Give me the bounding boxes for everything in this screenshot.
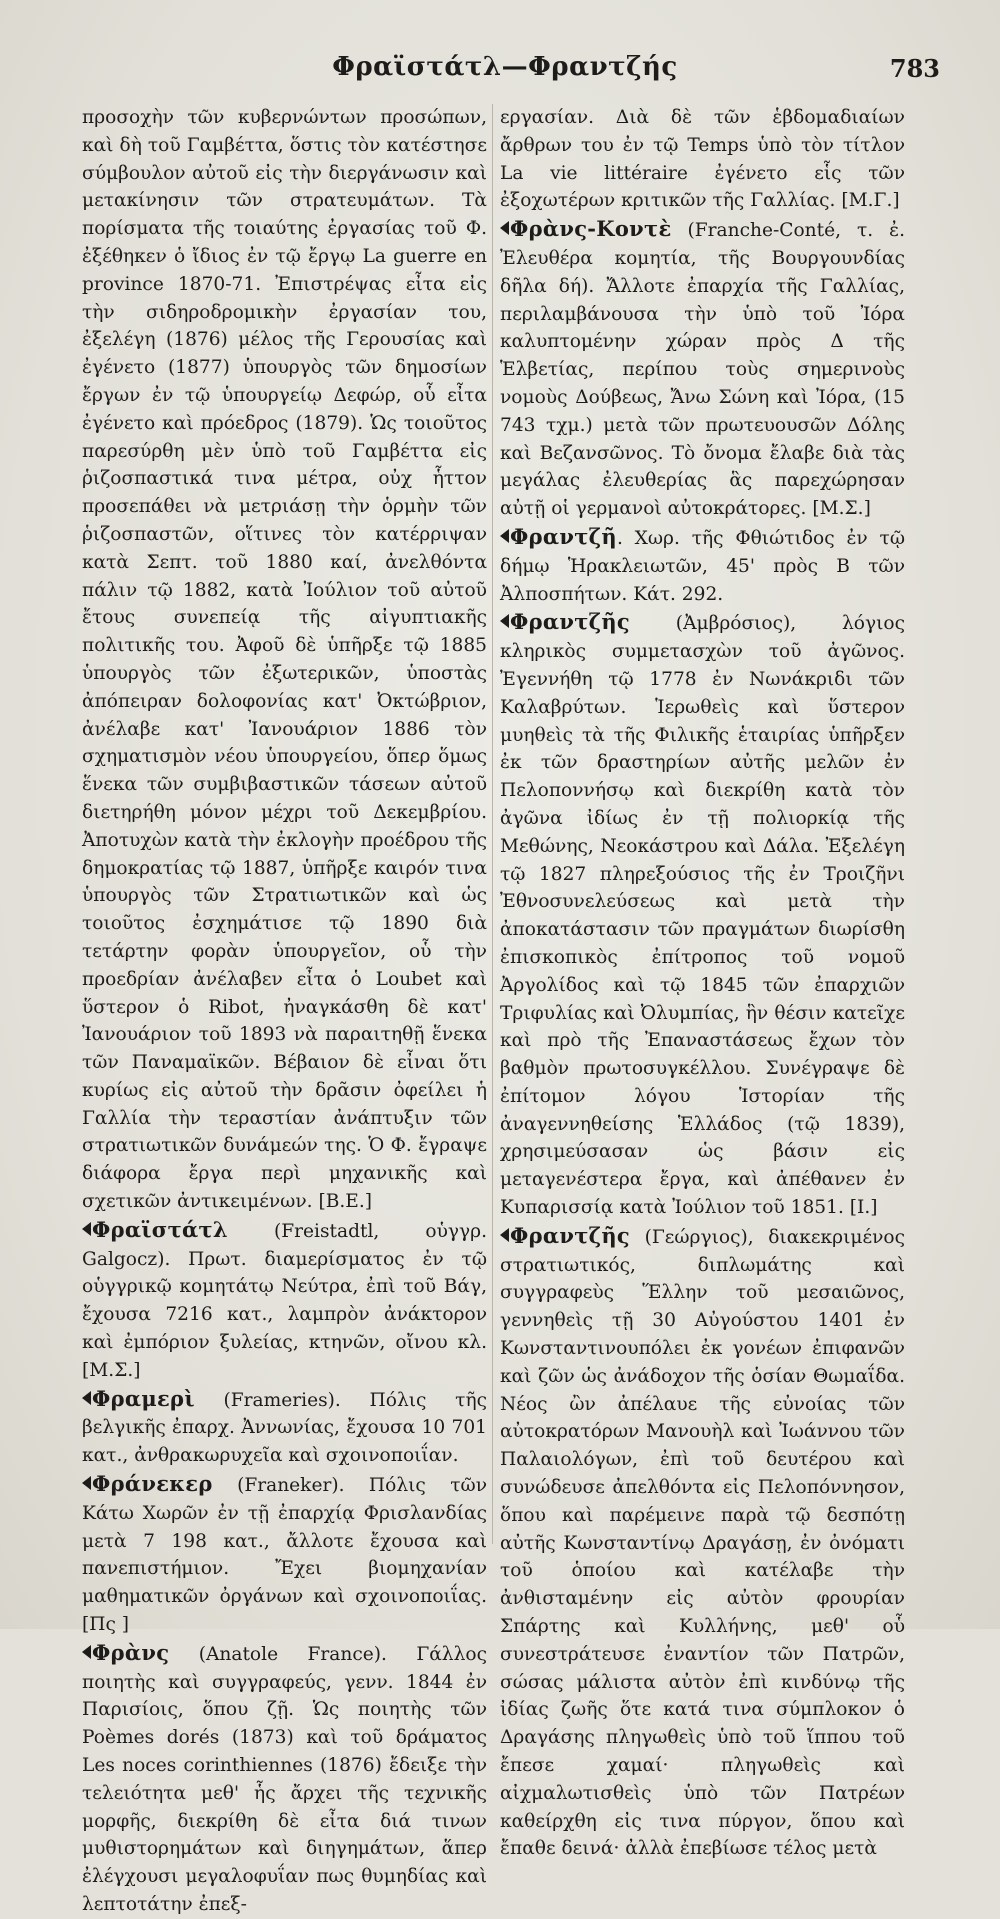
entry-headword: Φραντζῆς	[510, 609, 631, 635]
entry-frantzi-village	[500, 523, 905, 608]
entry-marker-icon	[500, 529, 509, 543]
entry-frantzis-georgios	[500, 1222, 905, 1863]
entry-frantzis-amvrosios	[500, 608, 905, 1222]
entry-headword: Φραϊστάτλ	[92, 1216, 228, 1242]
entry-france-continued	[500, 104, 905, 215]
entry-freistadtl	[82, 1216, 487, 1385]
entry-marker-icon	[500, 221, 509, 235]
entry-text: . Χωρ. τῆς Φθιώτιδος ἐν τῷ δήμῳ Ἡρακλειωτῶν, 45' πρὸς Β τῶν Ἀλποσπήτων. Κάτ. 292.	[500, 527, 905, 605]
left-column	[82, 104, 487, 1919]
entry-headword: Φραντζῆ	[510, 523, 617, 549]
column-divider	[492, 104, 493, 1544]
right-column	[500, 104, 905, 1863]
entry-franeker	[82, 1470, 487, 1639]
entry-frameries	[82, 1385, 487, 1470]
entry-text: (Ἀμβρόσιος), λόγιος κληρικὸς συμμετασχὼν τοῦ ἀγῶνος. Ἐγεννήθη τῷ 1778 ἐν Νωνάκριδι τῶν Καλαβρύτων. Ἱερωθεὶς καὶ ὕστερον μυηθεὶς τὰ τῆς Φιλικῆς ἑταιρίας ὑπῆρξεν ἐκ τῶν δραστηρίων αὐτῆς μελῶν ἐν Πελοποννήσῳ καὶ διεκρίθη κατὰ τὸν ἀγῶνα ἰδίως ἐν τῇ πολιορκίᾳ τῆς Μεθώνης, Νεοκάστρου καὶ Δάλα. Ἐξελέγη τῷ 1827 πληρεξούσιος τῆς ἐν Τροιζῆνι Ἐθνοσυνελεύσεως καὶ μετὰ τὴν ἀποκατάστασιν τῶν πραγμάτων διωρίσθη ἐπισκοπικὸς ἐπίτροπος τοῦ νομοῦ Ἀργολίδος καὶ τῷ 1845 τῶν ἐπαρχιῶν Τριφυλίας καὶ Ὀλυμπίας, ἣν θέσιν κατεῖχε καὶ πρὸ τῆς Ἐπαναστάσεως ἔχων τὸν βαθμὸν πρωτοσυγκέλλου. Συνέγραψε δὲ ἐπίτομον λόγου Ἱστορίαν τῆς ἀναγεννηθείσης Ἑλλάδος (τῷ 1839), χρησιμεύσασαν ὡς βάσιν εἰς μεταγενέστερα ἔργα, καὶ ἀπέθανεν ἐν Κυπαρισσίᾳ κατὰ Ἰούλιον τοῦ 1851. [Ι.]	[500, 613, 905, 1219]
entry-text: (Franeker). Πόλις τῶν Κάτω Χωρῶν ἐν τῇ ἐπαρχίᾳ Φρισλανδίας μετὰ 7 198 κατ., ἄλλοτε ἔχουσα καὶ πανεπιστήμιον. Ἔχει βιομηχανίαν μαθηματικῶν ὀργάνων καὶ σχοινοποιΐας. [Πς ]	[82, 1475, 487, 1636]
entry-text: (Frameries). Πόλις τῆς βελγικῆς ἐπαρχ. Ἀννωνίας, ἔχουσα 10 701 κατ., ἀνθρακωρυχεῖα καὶ σχοινοποιΐαν.	[82, 1389, 487, 1467]
page-header	[70, 52, 940, 92]
entry-headword: Φραμερὶ	[92, 1385, 195, 1411]
entry-marker-icon	[82, 1391, 91, 1405]
entry-text: (Freistadtl, οὑγγρ. Galgocz). Πρωτ. διαμερίσματος ἐν τῷ οὑγγρικῷ κομητάτῳ Νεύτρα, ἐπὶ τοῦ Βάγ, ἔχουσα 7216 κατ., λαμπρὸν ἀνάκτορον καὶ ἐμπόριον ξυλείας, κτηνῶν, οἴνου κλ. [Μ.Σ.]	[82, 1220, 487, 1381]
page-number: 783	[889, 54, 940, 83]
entry-marker-icon	[500, 1228, 509, 1242]
entry-text: (Γεώργιος), διακεκριμένος στρατιωτικός, διπλωμάτης καὶ συγγραφεὺς Ἕλλην τοῦ μεσαιῶνος, γεννηθεὶς τῇ 30 Αὐγούστου 1401 ἐν Κωνσταντινουπόλει ἐκ γονέων ἐπιφανῶν καὶ ζῶν ὡς ἀνάδοχον τῆς ὁσίαν Θωμαΐδα. Νέος ὢν ἀπέλαυε τῆς εὐνοίας τῶν αὐτοκρατόρων Μανουὴλ καὶ Ἰωάννου τῶν Παλαιολόγων, ἐπὶ τοῦ δευτέρου καὶ συνώδευσε ἀπελθόντα εἰς Πελοπόννησον, ὅπου καὶ παρέμεινε παρὰ τῷ δεσπότῃ αὐτῆς Κωνσταντίνῳ Δραγάσῃ, ἐν ὀνόματι τοῦ ὁποίου καὶ κατέλαβε τὴν ἀνθισταμένην εἰς αὐτὸν φρουρίαν Σπάρτης καὶ Κυλλήνης, μεθ' οὗ συνεστράτευσε ἐναντίον τῶν Πατρῶν, σώσας μάλιστα αὐτὸν ἐπὶ κινδύνῳ τῆς ἰδίας ζωῆς ὅτε κατά τινα σύμπλοκον ὁ Δραγάσης πληγωθεὶς ὑπὸ τοῦ ἵππου τοῦ ἔπεσε χαμαί· πληγωθεὶς καὶ αἰχμαλωτισθεὶς ὑπὸ τῶν Πατρέων καθείρχθη εἰς τινα πύργον, ὅπου καὶ ἔπαθε δεινά· ἀλλὰ ἐπεβίωσε τέλος μετὰ	[500, 1226, 905, 1860]
entry-headword: Φραντζῆς	[510, 1222, 631, 1248]
entry-franche-comte	[500, 215, 905, 523]
entry-frayssinet-continued	[82, 104, 487, 1216]
entry-marker-icon	[500, 614, 509, 628]
entry-headword: Φρὰνς-Κοντὲ	[510, 216, 672, 242]
entry-headword: Φρὰνς	[92, 1639, 170, 1665]
entry-marker-icon	[82, 1476, 91, 1490]
entry-headword: Φράνεκερ	[92, 1471, 213, 1497]
entry-marker-icon	[82, 1222, 91, 1236]
running-title: Φραϊστάτλ—Φραντζής	[332, 52, 678, 82]
entry-marker-icon	[82, 1645, 91, 1659]
entry-text: προσοχὴν τῶν κυβερνώντων προσώπων, καὶ δὴ τοῦ Γαμβέττα, ὅστις τὸν κατέστησε σύμβουλον αὐτοῦ εἰς τὴν διεργάνωσιν καὶ μετακίνησιν τῶν στρατευμάτων. Τὰ πορίσματα τῆς τοιαύτης ἐργασίας τοῦ Φ. ἐξέθηκεν ὁ ἴδιος ἐν τῷ ἔργῳ La guerre en province 1870-71. Ἐπιστρέψας εἶτα εἰς τὴν σιδηροδρομικὴν ἐργασίαν του, ἐξελέγη (1876) μέλος τῆς Γερουσίας καὶ ἐγένετο (1877) ὑπουργὸς τῶν δημοσίων ἔργων ἐν τῷ ὑπουργείῳ Δεφώρ, οὗ εἶτα ἐγένετο καὶ πρόεδρος (1879). Ὡς τοιοῦτος παρεσύρθη μὲν ὑπὸ τοῦ Γαμβέττα εἰς ῥιζοσπαστικά τινα μέτρα, οὐχ ἧττον προσεπάθει νὰ μετριάσῃ τὴν ὁρμὴν τῶν ῥιζοσπαστῶν, οἵτινες τὸν κατέρριψαν κατὰ Σεπτ. τοῦ 1880 καί, ἀνελθόντα πάλιν τῷ 1882, κατὰ Ἰούλιον τοῦ αὐτοῦ ἔτους συνεπείᾳ τῆς αἰγυπτιακῆς πολιτικῆς του. Ἀφοῦ δὲ ὑπῆρξε τῷ 1885 ὑπουργὸς τῶν ἐξωτερικῶν, ὑποστὰς ἀπόπειραν δολοφονίας κατ' Ὀκτώβριον, ἀνέλαβε κατ' Ἰανουάριον 1886 τὸν σχηματισμὸν νέου ὑπουργείου, ὅπερ ὅμως ἕνεκα τῶν συμβιβαστικῶν τάσεων αὐτοῦ διετηρήθη μόνον μέχρι τοῦ Δεκεμβρίου. Ἀποτυχὼν κατὰ τὴν ἐκλογὴν προέδρου τῆς δημοκρατίας τῷ 1887, ὑπῆρξε καιρόν τινα ὑπουργὸς τῶν Στρατιωτικῶν καὶ ὡς τοιοῦτος ἐσχημάτισε τῷ 1890 διὰ τετάρτην φορὰν ὑπουργεῖον, οὗ τὴν προεδρίαν ἀνέλαβεν εἶτα ὁ Loubet καὶ ὕστερον ὁ Ribot, ἠναγκάσθη δὲ κατ' Ἰανουάριον τοῦ 1893 νὰ παραιτηθῇ ἕνεκα τῶν Παναμαϊκῶν. Βέβαιον δὲ εἶναι ὅτι κυρίως εἰς αὐτοῦ τὴν δρᾶσιν ὀφείλει ἡ Γαλλία τὴν τεραστίαν ἀνάπτυξιν τῶν στρατιωτικῶν δυνάμεών της. Ὁ Φ. ἔγραψε διάφορα ἔργα περὶ μηχανικῆς καὶ σχετικῶν ἀντικειμένων. [Β.Ε.]	[82, 107, 487, 1213]
entry-text: (Anatole France). Γάλλος ποιητὴς καὶ συγγραφεύς, γενν. 1844 ἐν Παρισίοις, ὅπου ζῇ. Ὡς ποιητὴς τῶν Poèmes dorés (1873) καὶ τοῦ δράματος Les noces corinthiennes (1876) ἔδειξε τὴν τελειότητα μεθ' ἧς ἄρχει τῆς τεχνικῆς μορφῆς, διεκρίθη δὲ εἶτα διά τινων μυθιστορημάτων καὶ διηγημάτων, ἅπερ ἐλέγχουσι μεγαλοφυΐαν πως θυμηδίας καὶ λεπτοτάτην ἐπεξ-	[82, 1643, 487, 1915]
entry-text: εργασίαν. Διὰ δὲ τῶν ἑβδομαδιαίων ἄρθρων του ἐν τῷ Temps ὑπὸ τὸν τίτλον La vie littéraire ἐγένετο εἷς τῶν ἐξοχωτέρων κριτικῶν τῆς Γαλλίας. [Μ.Γ.]	[500, 107, 905, 212]
entry-france-anatole	[82, 1639, 487, 1919]
entry-text: (Franche-Conté, τ. ἐ. Ἐλευθέρα κομητία, τῆς Βουργουνδίας δῆλα δή). Ἄλλοτε ἐπαρχία τῆς Γαλλίας, περιλαμβάνουσα τὴν ὑπὸ τοῦ Ἰόρα καλυπτομένην χώραν πρὸς Δ τῆς Ἑλβετίας, περίπου τοὺς σημερινοὺς νομοὺς Δούβεως, Ἄνω Σώνη καὶ Ἰόρα, (15 743 τχμ.) μετὰ τῶν πρωτευουσῶν Δόλης καὶ Βεζανσῶνος. Τὸ ὄνομα ἔλαβε διὰ τὰς μεγάλας ἐλευθερίας ἃς παρεχώρησαν αὐτῇ οἱ γερμανοὶ αὐτοκράτορες. [Μ.Σ.]	[500, 220, 905, 520]
